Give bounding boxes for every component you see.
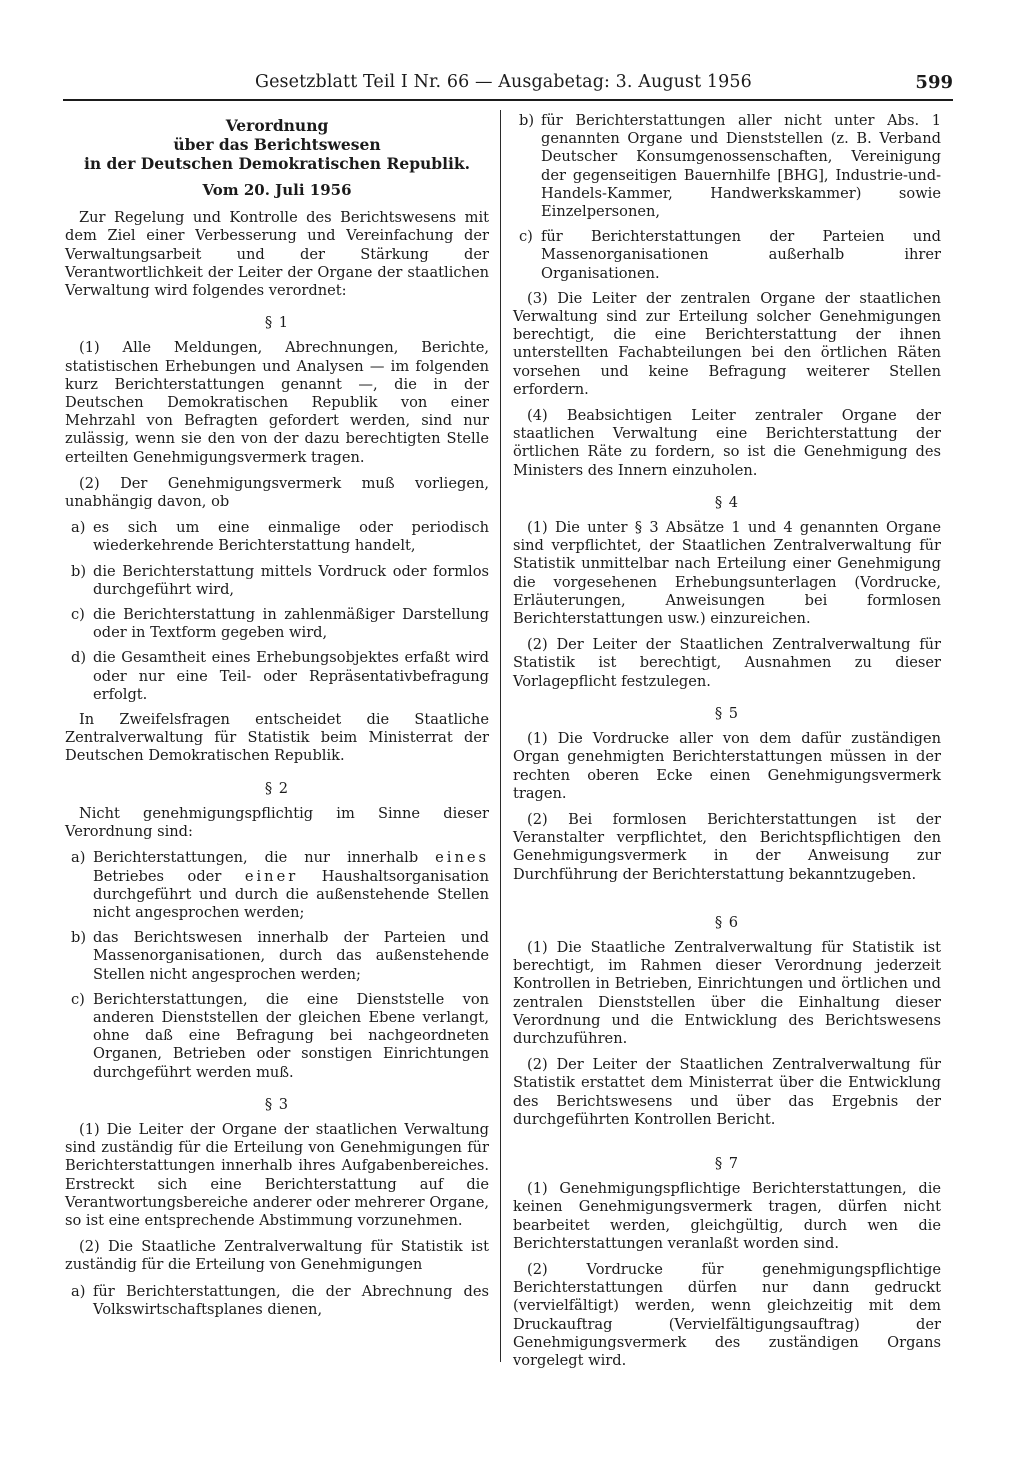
list-item-label: c): [519, 228, 533, 246]
list-item-label: b): [519, 112, 535, 129]
column-divider: [500, 110, 501, 1362]
list-item-label: a): [71, 849, 86, 867]
right-column: [513, 112, 941, 1378]
emphasized-word: eines: [435, 849, 490, 867]
section-heading-6: § 6: [714, 913, 740, 931]
list-item: [65, 606, 489, 642]
list-item: [65, 649, 489, 704]
section-3-paragraph-4: (4) Beabsichtigen Leiter zentraler Organe der staatlichen Verwaltung eine Berichterstattung der örtlichen Räte zu fordern, so ist die Genehmigung des Ministers des Innern einzuholen.: [513, 407, 941, 479]
section-heading-5: § 5: [714, 704, 740, 722]
list-item-label: a): [71, 1282, 86, 1300]
list-item-text: für Berichterstattungen der Parteien und Massenorganisationen außerhalb ihrer Organisationen.: [541, 228, 941, 282]
section-heading-2: § 2: [264, 779, 290, 797]
text-fragment: Haushaltsorganisation durchgeführt und durch die außenstehende Stellen nicht angesprochen werden;: [93, 867, 489, 921]
list-item: [65, 563, 489, 599]
section-4-paragraph-2: (2) Der Leiter der Staatlichen Zentralverwaltung für Statistik ist berechtigt, Ausnahmen zu dieser Vorlagepflicht festzulegen.: [513, 636, 941, 690]
text-fragment: Betriebes oder: [93, 867, 222, 885]
section-4-paragraph-1: (1) Die unter § 3 Absätze 1 und 4 genannten Organe sind verpflichtet, der Staatlichen Zentralverwaltung für Statistik unmittelbar nach Erteilung einer Genehmigung die vorgesehenen Erhebungsunterlagen (Vordrucke, Erläuterungen, Anweisungen bei formlosen Berichterstattungen usw.) einzureichen.: [513, 519, 941, 628]
emphasized-word: einer: [244, 867, 299, 885]
section-6-paragraph-1: (1) Die Staatliche Zentralverwaltung für Statistik ist berechtigt, im Rahmen dieser Verordnung jederzeit Kontrollen in Betrieben, Einrichtungen und örtlichen und zentralen Dienststellen über die Einhaltung dieser Verordnung und die Entwicklung des Berichtswesens durchzuführen.: [513, 938, 941, 1047]
ordinance-date: Vom 20. Juli 1956: [202, 181, 352, 199]
section-2-intro: Nicht genehmigungspflichtig im Sinne dieser Verordnung sind:: [65, 804, 489, 841]
list-item: [65, 1283, 489, 1319]
section-heading-1: § 1: [264, 314, 290, 332]
section-7-paragraph-1: (1) Genehmigungspflichtige Berichterstattungen, die keinen Genehmigungsvermerk tragen, dürfen nicht bearbeitet werden, gleichgültig, durch wen die Berichterstattungen veranlaßt worden sind.: [513, 1180, 941, 1252]
list-item-label: b): [71, 562, 87, 580]
section-7-paragraph-2: (2) Vordrucke für genehmigungspflichtige Berichterstattungen dürfen nur dann gedruckt (vervielfältigt) werden, wenn gleichzeitig mit dem Druckauftrag (Vervielfältigungsauftrag) der Genehmigungsvermerk des zuständigen Organs vorgelegt wird.: [513, 1260, 941, 1369]
list-item-text: für Berichterstattungen aller nicht unter Abs. 1 genannten Organe und Dienststellen (z. B. Verband Deutscher Konsumgenossenschaften, Vereinigung der gegenseitigen Bauernhilfe [BHG], Industrie-und-Handels-Kammer, Handwerkskammer) sowie Einzelpersonen,: [541, 112, 941, 221]
list-item-label: d): [71, 649, 87, 667]
section-3-paragraph-1: (1) Die Leiter der Organe der staatlichen Verwaltung sind zuständig für die Erteilung von Genehmigungen für Berichterstattungen innerhalb ihres Aufgabenbereiches. Erstreckt sich eine Berichterstattung auf die Verantwortungsbereiche anderer oder mehrerer Organe, so ist eine entsprechende Abstimmung vorzunehmen.: [65, 1120, 489, 1229]
title-line-1: Verordnung: [225, 116, 329, 135]
list-item-text: [93, 849, 489, 922]
list-item-text: die Gesamtheit eines Erhebungsobjektes erfaßt wird oder nur eine Teil- oder Repräsentativbefragung erfolgt.: [93, 649, 489, 703]
list-item: [513, 228, 941, 283]
section-6-paragraph-2: (2) Der Leiter der Staatlichen Zentralverwaltung für Statistik erstattet dem Ministerrat über die Entwicklung des Berichtswesens und über das Ergebnis der durchgeführten Kontrollen Bericht.: [513, 1056, 941, 1128]
list-item: [65, 929, 489, 984]
left-column: [65, 112, 489, 1326]
section-1-paragraph-1: (1) Alle Meldungen, Abrechnungen, Berichte, statistischen Erhebungen und Analysen — im folgenden kurz Berichterstattungen genannt —, die in der Deutschen Demokratischen Republik von einer Mehrzahl von Befragten gefordert werden, sind nur zulässig, wenn sie den von der dazu berechtigten Stelle erteilten Genehmigungsvermerk tragen.: [65, 339, 489, 466]
list-item: [513, 112, 941, 221]
list-item: [65, 849, 489, 922]
page-header: [63, 70, 955, 100]
list-item-text: die Berichterstattung in zahlenmäßiger Darstellung oder in Textform gegeben wird,: [93, 606, 489, 642]
header-title: Gesetzblatt Teil I Nr. 66 — Ausgabetag: 3. August 1956: [255, 72, 752, 92]
list-item-text: es sich um eine einmalige oder periodisch wiederkehrende Berichterstattung handelt,: [93, 519, 489, 555]
title-line-2: über das Berichtswesen: [173, 135, 381, 154]
list-item-text: Berichterstattungen, die eine Dienststelle von anderen Dienststellen der gleichen Ebene verlangt, ohne daß eine Befragung bei nachgeordneten Organen, Betrieben oder sonstigen Einrichtungen durchgeführt werden muß.: [93, 990, 489, 1081]
section-heading-3: § 3: [264, 1095, 290, 1113]
list-item-label: b): [71, 929, 87, 947]
list-item-label: c): [71, 990, 85, 1008]
section-3-paragraph-2: (2) Die Staatliche Zentralverwaltung für Statistik ist zuständig für die Erteilung von Genehmigungen: [65, 1238, 489, 1274]
list-item-text: für Berichterstattungen, die der Abrechnung des Volkswirtschaftsplanes dienen,: [93, 1282, 489, 1318]
section-heading-7: § 7: [714, 1154, 740, 1172]
preamble: Zur Regelung und Kontrolle des Berichtswesens mit dem Ziel einer Verbesserung und Vereinfachung der Verwaltungsarbeit und der Stärkung der Verantwortlichkeit der Leiter der Organe der staatlichen Verwaltung wird folgendes verordnet:: [65, 209, 489, 300]
section-heading-4: § 4: [714, 493, 740, 511]
section-1-paragraph-3: In Zweifelsfragen entscheidet die Staatliche Zentralverwaltung für Statistik beim Ministerrat der Deutschen Demokratischen Republik.: [65, 711, 489, 765]
header-rule: [63, 99, 953, 101]
list-item-text: die Berichterstattung mittels Vordruck oder formlos durchgeführt wird,: [93, 562, 489, 598]
text-fragment: Berichterstattungen, die nur innerhalb: [93, 849, 419, 867]
section-5-paragraph-1: (1) Die Vordrucke aller von dem dafür zuständigen Organ genehmigten Berichterstattungen müssen in der rechten oberen Ecke einen Genehmigungsvermerk tragen.: [513, 730, 941, 802]
section-5-paragraph-2: (2) Bei formlosen Berichterstattungen ist der Veranstalter verpflichtet, den Berichtspflichtigen den Genehmigungsvermerk in der Anweisung zur Durchführung der Berichterstattung bekanntzugeben.: [513, 810, 941, 883]
list-item: [65, 991, 489, 1082]
section-3-paragraph-3: (3) Die Leiter der zentralen Organe der staatlichen Verwaltung sind zur Erteilung solcher Genehmigungen berechtigt, die eine Berichterstattung der ihnen unterstellten Fachabteilungen bei den örtlichen Räten vorsehen und keine Befragung weiterer Stellen erfordern.: [513, 289, 941, 398]
list-item-label: a): [71, 519, 86, 537]
title-line-3: in der Deutschen Demokratischen Republik.: [83, 154, 471, 173]
list-item: [65, 519, 489, 555]
section-1-paragraph-2: (2) Der Genehmigungsvermerk muß vorliegen, unabhängig davon, ob: [65, 474, 489, 511]
list-item-text: das Berichtswesen innerhalb der Parteien und Massenorganisationen, durch das außenstehende Stellen nicht angesprochen werden;: [93, 929, 489, 983]
list-item-label: c): [71, 606, 85, 624]
page-number: 599: [915, 72, 953, 93]
ordinance-title: [65, 116, 489, 173]
